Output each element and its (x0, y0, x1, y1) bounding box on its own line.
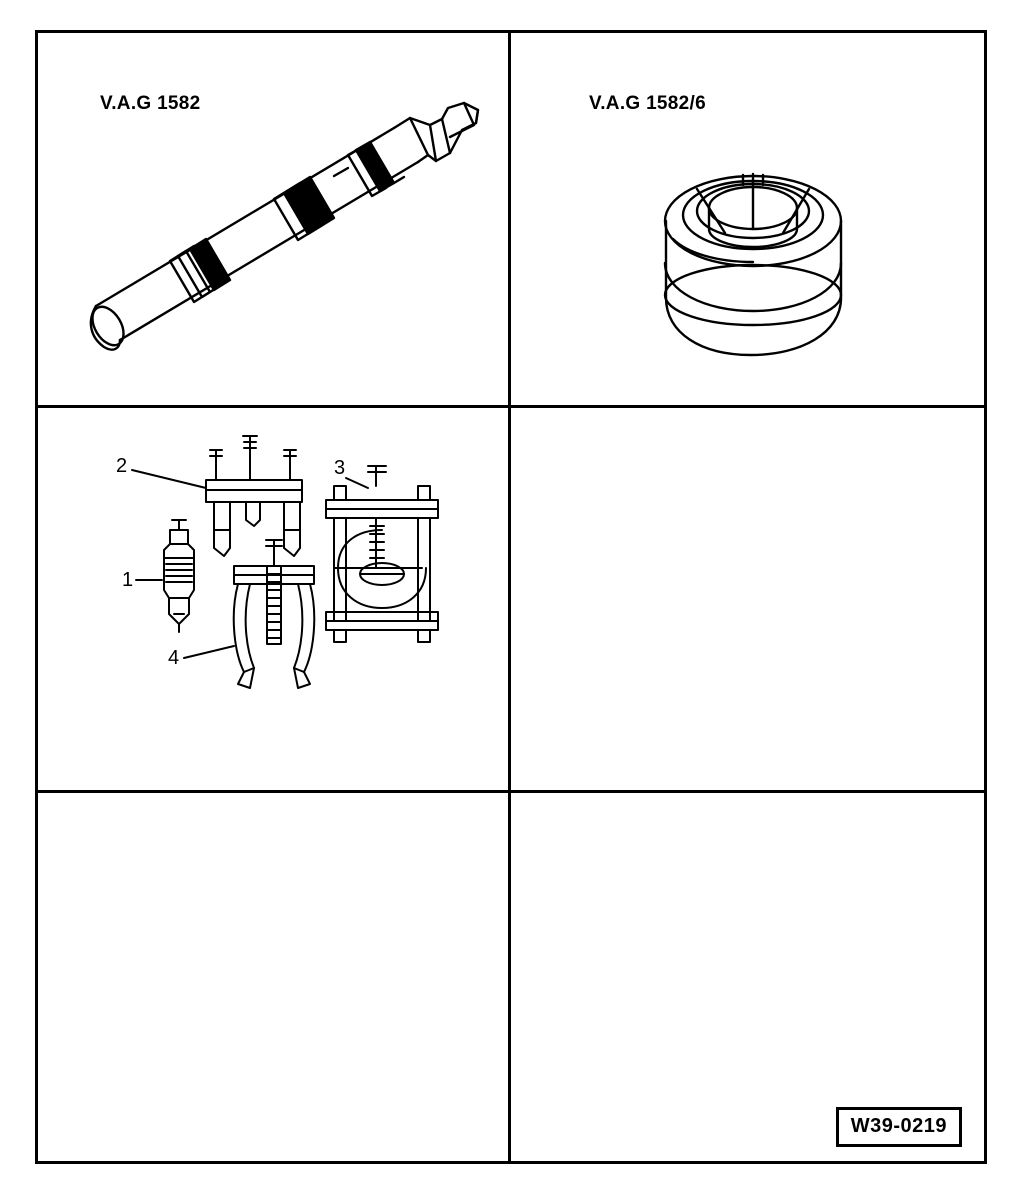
figure-id-badge: W39-0219 (836, 1107, 962, 1147)
sleeve-bushing-illustration (511, 33, 984, 405)
panel-bottom-left (38, 793, 511, 1161)
tool-label-vag-1582-6: V.A.G 1582/6 (589, 93, 706, 114)
panel-grid (35, 30, 987, 1164)
panel-top-left (38, 33, 511, 408)
puller-set-illustration (38, 408, 508, 790)
drift-punch-illustration (38, 33, 508, 405)
panel-bottom-right (511, 793, 984, 1161)
panel-middle-right (511, 408, 984, 793)
callout-number-1: 1 (122, 569, 134, 591)
panel-top-right (511, 33, 984, 408)
panel-middle-left (38, 408, 511, 793)
callout-number-4: 4 (168, 647, 180, 669)
callout-number-2: 2 (116, 455, 128, 477)
tool-label-vag-1582: V.A.G 1582 (100, 93, 201, 114)
callout-number-3: 3 (334, 457, 346, 479)
